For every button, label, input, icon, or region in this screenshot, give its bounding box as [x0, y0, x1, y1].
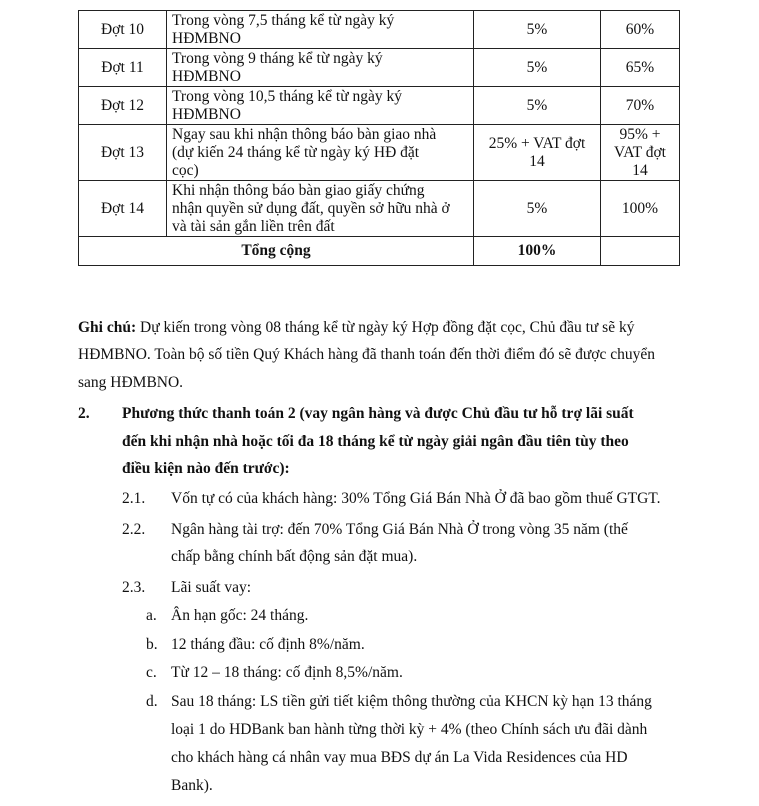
table-row — [79, 181, 680, 237]
percent-cell: 25% + VAT đợt 14 — [474, 125, 601, 181]
note-label: Ghi chú: — [78, 319, 137, 336]
table-row — [79, 87, 680, 125]
note-line: sang HĐMBNO. — [78, 374, 184, 391]
subitem-letter: d. — [146, 693, 158, 710]
section-number: 2. — [78, 405, 90, 422]
total-label: Tổng cộng — [79, 237, 474, 266]
cumulative-cell: 60% — [601, 11, 680, 49]
table-row — [79, 125, 680, 181]
table-row — [79, 49, 680, 87]
cumulative-cell: 65% — [601, 49, 680, 87]
description-cell: Khi nhận thông báo bàn giao giấy chứng nhận quyền sử dụng đất, quyền sở hữu nhà ở và tài sản gắn liền trên đất — [167, 181, 474, 237]
description-cell: Ngay sau khi nhận thông báo bàn giao nhà (dự kiến 24 tháng kể từ ngày ký HĐ đặt cọc) — [167, 125, 474, 181]
item-text: Ngân hàng tài trợ: đến 70% Tổng Giá Bán Nhà Ở trong vòng 35 năm (thế — [171, 521, 628, 538]
description-cell: Trong vòng 7,5 tháng kể từ ngày ký HĐMBNO — [167, 11, 474, 49]
percent-cell: 5% — [474, 49, 601, 87]
item-number: 2.3. — [122, 579, 146, 596]
subitem-text: cho khách hàng cá nhân vay mua BĐS dự án La Vida Residences của HD — [171, 749, 628, 766]
percent-cell: 5% — [474, 87, 601, 125]
subitem-letter: a. — [146, 607, 157, 624]
subitem-text: Từ 12 – 18 tháng: cố định 8,5%/năm. — [171, 664, 403, 681]
total-cumulative — [601, 237, 680, 266]
item-text: chấp bằng chính bất động sản đặt mua). — [171, 548, 418, 565]
section-heading-line: điều kiện nào đến trước): — [122, 460, 290, 477]
item-text: Lãi suất vay: — [171, 579, 252, 596]
stage-cell: Đợt 14 — [79, 181, 167, 237]
subitem-letter: c. — [146, 664, 157, 681]
stage-cell: Đợt 10 — [79, 11, 167, 49]
stage-cell: Đợt 12 — [79, 87, 167, 125]
item-number: 2.1. — [122, 490, 146, 507]
item-text: Vốn tự có của khách hàng: 30% Tổng Giá Bán Nhà Ở đã bao gồm thuế GTGT. — [171, 490, 661, 507]
cumulative-cell: 100% — [601, 181, 680, 237]
payment-schedule-table — [78, 10, 680, 266]
description-cell: Trong vòng 10,5 tháng kể từ ngày ký HĐMBNO — [167, 87, 474, 125]
percent-cell: 5% — [474, 11, 601, 49]
table-row — [79, 11, 680, 49]
percent-cell: 5% — [474, 181, 601, 237]
total-percent: 100% — [474, 237, 601, 266]
cumulative-cell: 70% — [601, 87, 680, 125]
stage-cell: Đợt 11 — [79, 49, 167, 87]
description-cell: Trong vòng 9 tháng kể từ ngày ký HĐMBNO — [167, 49, 474, 87]
item-number: 2.2. — [122, 521, 146, 538]
subitem-text: Sau 18 tháng: LS tiền gửi tiết kiệm thông thường của KHCN kỳ hạn 13 tháng — [171, 693, 652, 710]
cumulative-cell: 95% + VAT đợt 14 — [601, 125, 680, 181]
subitem-text: Bank). — [171, 777, 213, 794]
subitem-letter: b. — [146, 636, 158, 653]
subitem-text: 12 tháng đầu: cố định 8%/năm. — [171, 636, 365, 653]
subitem-text: Ân hạn gốc: 24 tháng. — [171, 607, 309, 624]
note-line: Ghi chú: Dự kiến trong vòng 08 tháng kể từ ngày ký Hợp đồng đặt cọc, Chủ đầu tư sẽ ký — [78, 319, 635, 336]
stage-cell: Đợt 13 — [79, 125, 167, 181]
subitem-text: loại 1 do HDBank ban hành từng thời kỳ + 4% (theo Chính sách ưu đãi dành — [171, 721, 648, 738]
section-heading-line: Phương thức thanh toán 2 (vay ngân hàng và được Chủ đầu tư hỗ trợ lãi suất — [122, 405, 634, 422]
section-heading-line: đến khi nhận nhà hoặc tối đa 18 tháng kể từ ngày giải ngân đầu tiên tùy theo — [122, 433, 629, 450]
note-line: HĐMBNO. Toàn bộ số tiền Quý Khách hàng đã thanh toán đến thời điểm đó sẽ được chuyển — [78, 346, 656, 363]
total-row — [79, 237, 680, 266]
